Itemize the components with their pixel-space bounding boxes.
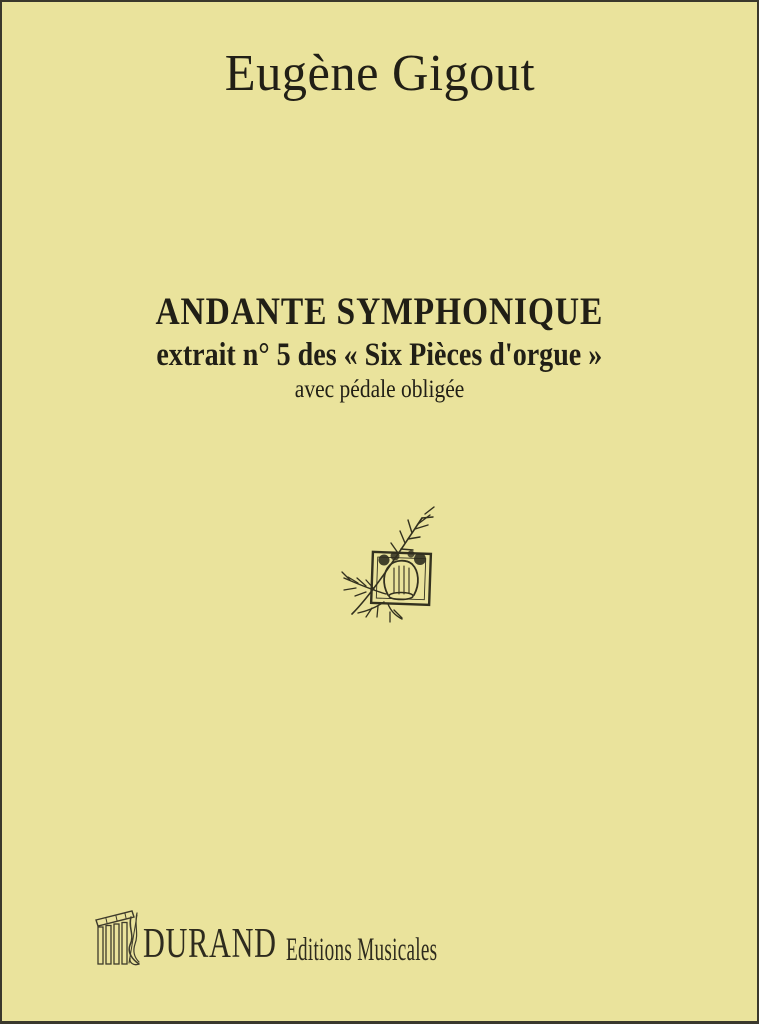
durand-logo-icon (94, 908, 140, 968)
publisher-tagline-text: Editions Musicales (286, 932, 438, 968)
publisher-name-text: DURAND (143, 921, 277, 967)
work-title-text: ANDANTE SYMPHONIQUE (155, 290, 604, 333)
instrumentation-note-text: avec pédale obligée (294, 376, 465, 403)
lyre-laurel-ornament-icon (332, 502, 447, 624)
work-subtitle (2, 339, 757, 372)
instrumentation-note (2, 377, 757, 402)
work-title (2, 292, 757, 331)
work-subtitle-text: extrait n° 5 des « Six Pièces d'orgue » (156, 337, 603, 373)
composer-name (2, 45, 757, 102)
publisher-tagline (286, 934, 547, 967)
composer-name-text: Eugène Gigout (224, 45, 535, 102)
